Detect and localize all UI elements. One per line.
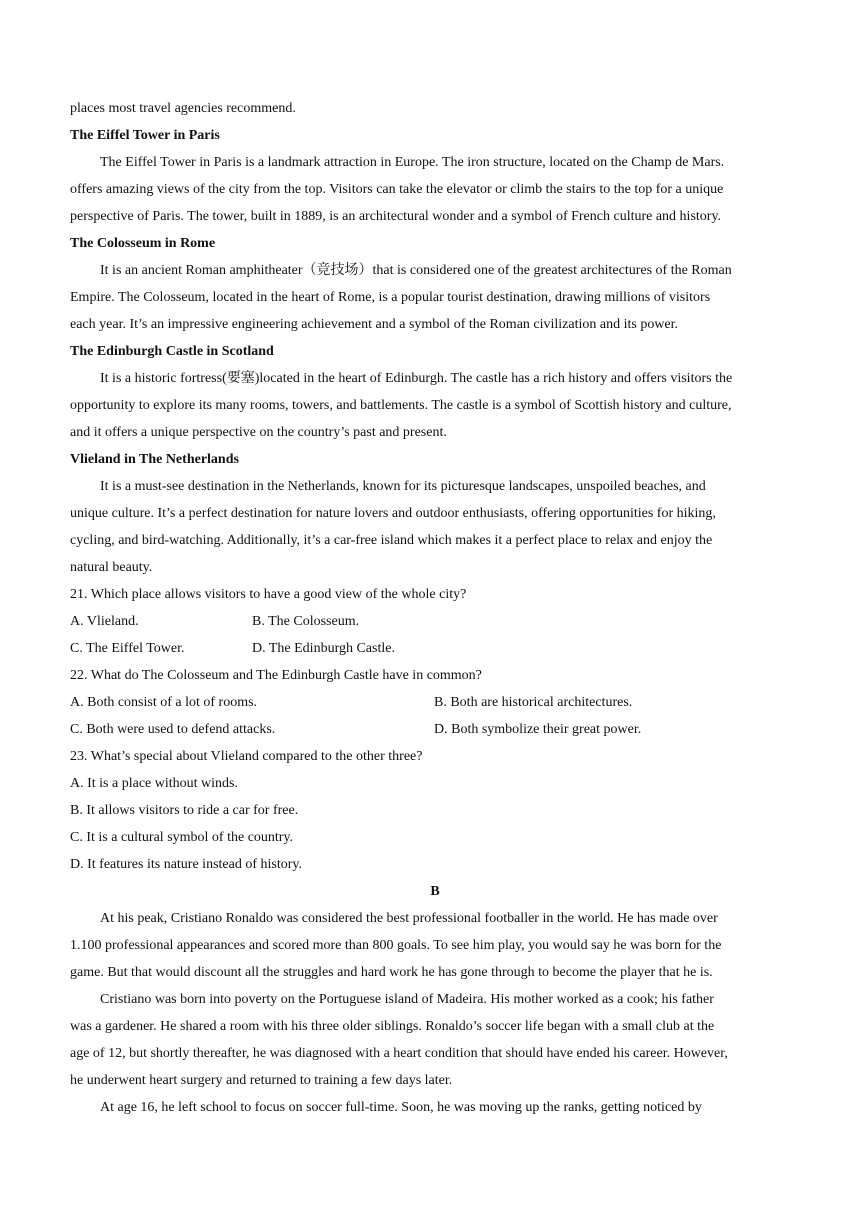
paragraph-line: 1.100 professional appearances and scored more than 800 goals. To see him play, you would say he was born for the bbox=[70, 938, 722, 953]
paragraph-line: At age 16, he left school to focus on soccer full-time. Soon, he was moving up the ranks, getting noticed by bbox=[100, 1100, 702, 1115]
paragraph-line: It is a must-see destination in the Netherlands, known for its picturesque landscapes, unspoiled beaches, and bbox=[100, 479, 706, 494]
options-row bbox=[70, 635, 800, 662]
section-heading-edinburgh: The Edinburgh Castle in Scotland bbox=[70, 344, 274, 359]
option-c: C. It is a cultural symbol of the country. bbox=[70, 830, 294, 845]
paragraph-line: age of 12, but shortly thereafter, he was diagnosed with a heart condition that should have ended his career. However, bbox=[70, 1046, 728, 1061]
passage-b-heading: B bbox=[430, 884, 440, 899]
question-stem: 22. What do The Colosseum and The Edinburgh Castle have in common? bbox=[70, 668, 482, 683]
question-21 bbox=[70, 581, 800, 662]
option-b: B. Both are historical architectures. bbox=[434, 695, 633, 710]
document-page bbox=[70, 95, 800, 1121]
paragraph-line: offers amazing views of the city from the top. Visitors can take the elevator or climb the stairs to the top for a unique bbox=[70, 182, 724, 197]
option-a: A. It is a place without winds. bbox=[70, 776, 238, 791]
section-paragraph-vlieland bbox=[70, 473, 800, 581]
section-heading-vlieland: Vlieland in The Netherlands bbox=[70, 452, 239, 467]
paragraph-line: cycling, and bird-watching. Additionally, it’s a car-free island which makes it a perfect place to relax and enjoy the bbox=[70, 533, 713, 548]
intro-text: places most travel agencies recommend. bbox=[70, 101, 296, 116]
passage-b-paragraph-1 bbox=[70, 905, 800, 986]
options-row bbox=[70, 716, 800, 743]
paragraph-line: It is a historic fortress(要塞)located in the heart of Edinburgh. The castle has a rich history and offers visitors the bbox=[100, 371, 733, 386]
paragraph-line: perspective of Paris. The tower, built in 1889, is an architectural wonder and a symbol of French culture and history. bbox=[70, 209, 722, 224]
section-paragraph-colosseum bbox=[70, 257, 800, 338]
option-b: B. The Colosseum. bbox=[252, 614, 360, 629]
option-a: A. Vlieland. bbox=[70, 614, 139, 629]
paragraph-line: was a gardener. He shared a room with his three older siblings. Ronaldo’s soccer life began with a small club at the bbox=[70, 1019, 715, 1034]
option-c: C. Both were used to defend attacks. bbox=[70, 722, 276, 737]
paragraph-line: The Eiffel Tower in Paris is a landmark attraction in Europe. The iron structure, located on the Champ de Mars. bbox=[100, 155, 725, 170]
paragraph-line: It is an ancient Roman amphitheater（竞技场）that is considered one of the greatest architectures of the Roman bbox=[100, 263, 732, 278]
paragraph-line: game. But that would discount all the struggles and hard work he has gone through to become the player that he is. bbox=[70, 965, 713, 980]
section-heading-colosseum: The Colosseum in Rome bbox=[70, 236, 216, 251]
paragraph-line: he underwent heart surgery and returned to training a few days later. bbox=[70, 1073, 453, 1088]
options-row bbox=[70, 608, 800, 635]
section-paragraph-eiffel bbox=[70, 149, 800, 230]
question-23 bbox=[70, 743, 800, 878]
paragraph-line: each year. It’s an impressive engineering achievement and a symbol of the Roman civilization and its power. bbox=[70, 317, 679, 332]
paragraph-line: and it offers a unique perspective on the country’s past and present. bbox=[70, 425, 447, 440]
question-stem: 21. Which place allows visitors to have a good view of the whole city? bbox=[70, 587, 467, 602]
option-a: A. Both consist of a lot of rooms. bbox=[70, 695, 258, 710]
paragraph-line: unique culture. It’s a perfect destination for nature lovers and outdoor enthusiasts, offering opportunities for hiking, bbox=[70, 506, 716, 521]
paragraph-line: opportunity to explore its many rooms, towers, and battlements. The castle is a symbol of Scottish history and culture, bbox=[70, 398, 732, 413]
question-stem: 23. What’s special about Vlieland compared to the other three? bbox=[70, 749, 423, 764]
question-22 bbox=[70, 662, 800, 743]
option-c: C. The Eiffel Tower. bbox=[70, 641, 185, 656]
section-paragraph-edinburgh bbox=[70, 365, 800, 446]
passage-b-paragraph-3 bbox=[70, 1094, 800, 1121]
option-d: D. The Edinburgh Castle. bbox=[252, 641, 395, 656]
paragraph-line: Empire. The Colosseum, located in the heart of Rome, is a popular tourist destination, drawing millions of visitors bbox=[70, 290, 711, 305]
paragraph-line: natural beauty. bbox=[70, 560, 153, 575]
options-row bbox=[70, 689, 800, 716]
paragraph-line: At his peak, Cristiano Ronaldo was considered the best professional footballer in the world. He has made over bbox=[100, 911, 718, 926]
passage-b-paragraph-2 bbox=[70, 986, 800, 1094]
option-d: D. Both symbolize their great power. bbox=[434, 722, 642, 737]
paragraph-line: Cristiano was born into poverty on the Portuguese island of Madeira. His mother worked as a cook; his father bbox=[100, 992, 714, 1007]
option-b: B. It allows visitors to ride a car for free. bbox=[70, 803, 299, 818]
section-heading-eiffel: The Eiffel Tower in Paris bbox=[70, 128, 220, 143]
option-d: D. It features its nature instead of history. bbox=[70, 857, 302, 872]
